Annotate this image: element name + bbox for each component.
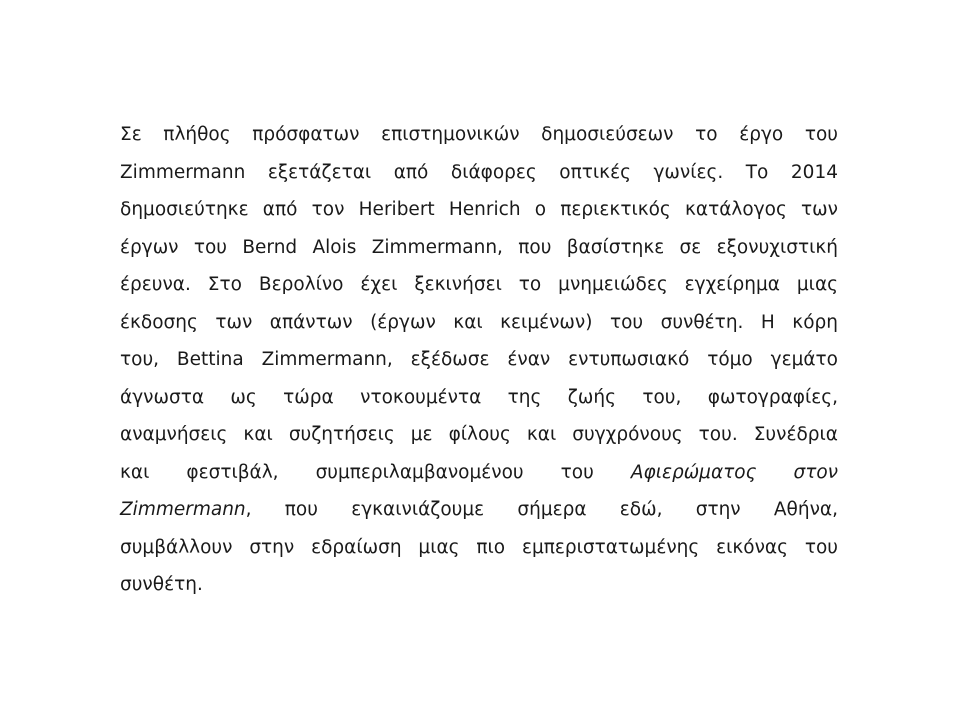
text-line [120, 379, 838, 417]
text-segment: έκδοσης των απάντων (έργων και κειμένων) του συνθέτη. Η κόρη [120, 311, 838, 333]
text-line [120, 229, 838, 267]
text-segment: συνθέτη. [120, 574, 203, 595]
text-segment: του, Bettina Zimmermann, εξέδωσε έναν εντυπωσιακό τόμο γεμάτο [120, 349, 838, 370]
text-segment: αναμνήσεις και συζητήσεις με φίλους και συγχρόνους του. Συνέδρια [120, 424, 838, 445]
body-text [120, 116, 838, 604]
text-segment: έρευνα. Στο Βερολίνο έχει ξεκινήσει το μνημειώδες εγχείρημα μιας [120, 274, 838, 295]
text-segment: συμβάλλουν στην εδραίωση μιας πιο εμπεριστατωμένης εικόνας του [120, 536, 838, 558]
text-segment: δημοσιεύτηκε από τον Heribert Henrich ο περιεκτικός κατάλογος των [120, 199, 838, 220]
text-line [120, 416, 838, 454]
text-segment: Σε πλήθος πρόσφατων επιστημονικών δημοσιεύσεων το έργο του [120, 124, 838, 145]
text-line [120, 116, 838, 154]
text-segment: Zimmermann εξετάζεται από διάφορες οπτικές γωνίες. Το 2014 [120, 161, 838, 183]
text-line [120, 191, 838, 229]
text-segment: , που εγκαινιάζουμε σήμερα εδώ, στην Αθήνα, [245, 499, 838, 520]
text-line [120, 529, 838, 567]
text-line [120, 341, 838, 379]
text-line [120, 266, 838, 304]
text-line [120, 454, 838, 492]
text-segment: έργων του Bernd Alois Zimmermann, που βασίστηκε σε εξονυχιστική [120, 236, 838, 258]
text-segment: και φεστιβάλ, συμπεριλαμβανομένου του [120, 461, 631, 483]
text-segment: άγνωστα ως τώρα ντοκουμέντα της ζωής του, φωτογραφίες, [120, 386, 838, 408]
text-line [120, 154, 838, 192]
text-line [120, 491, 838, 529]
text-line [120, 304, 838, 342]
italic-text-segment: Zimmermann [120, 499, 246, 520]
text-line [120, 566, 838, 604]
italic-text-segment: Αφιερώματος στον [630, 461, 839, 483]
